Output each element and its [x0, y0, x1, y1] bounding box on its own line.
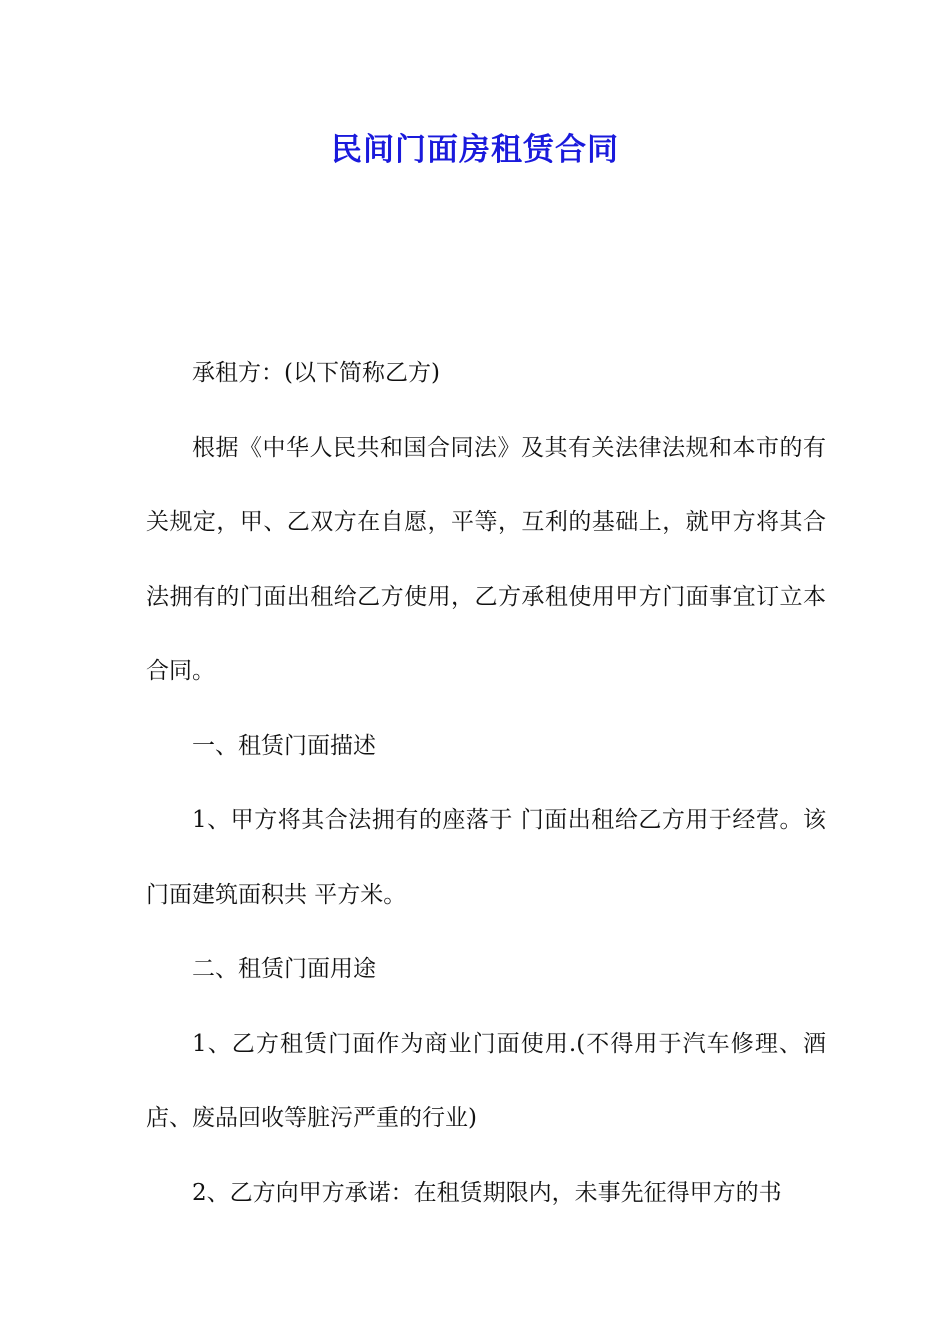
paragraph-preamble: 根据《中华人民共和国合同法》及其有关法律法规和本市的有关规定，甲、乙双方在自愿，平等，互利的基础上，就甲方将其合法拥有的门面出租给乙方使用，乙方承租使用甲方门面事宜订立本合同。 — [146, 434, 826, 684]
document-body — [146, 336, 826, 1230]
paragraph-clause-1-1: 1、甲方将其合法拥有的座落于 门面出租给乙方用于经营。该门面建筑面积共 平方米。 — [146, 807, 826, 908]
paragraph-lessee: 承租方：(以下简称乙方) — [192, 360, 440, 386]
document-title: 民间门面房租赁合同 — [331, 132, 619, 168]
paragraph-clause-2-1: 1、乙方租赁门面作为商业门面使用.(不得用于汽车修理、酒店、废品回收等脏污严重的行业) — [146, 1030, 826, 1131]
section-heading-2: 二、租赁门面用途 — [192, 956, 376, 982]
paragraph-clause-2-2: 2、乙方向甲方承诺：在租赁期限内，未事先征得甲方的书 — [192, 1179, 782, 1206]
section-heading-1: 一、租赁门面描述 — [192, 732, 376, 759]
